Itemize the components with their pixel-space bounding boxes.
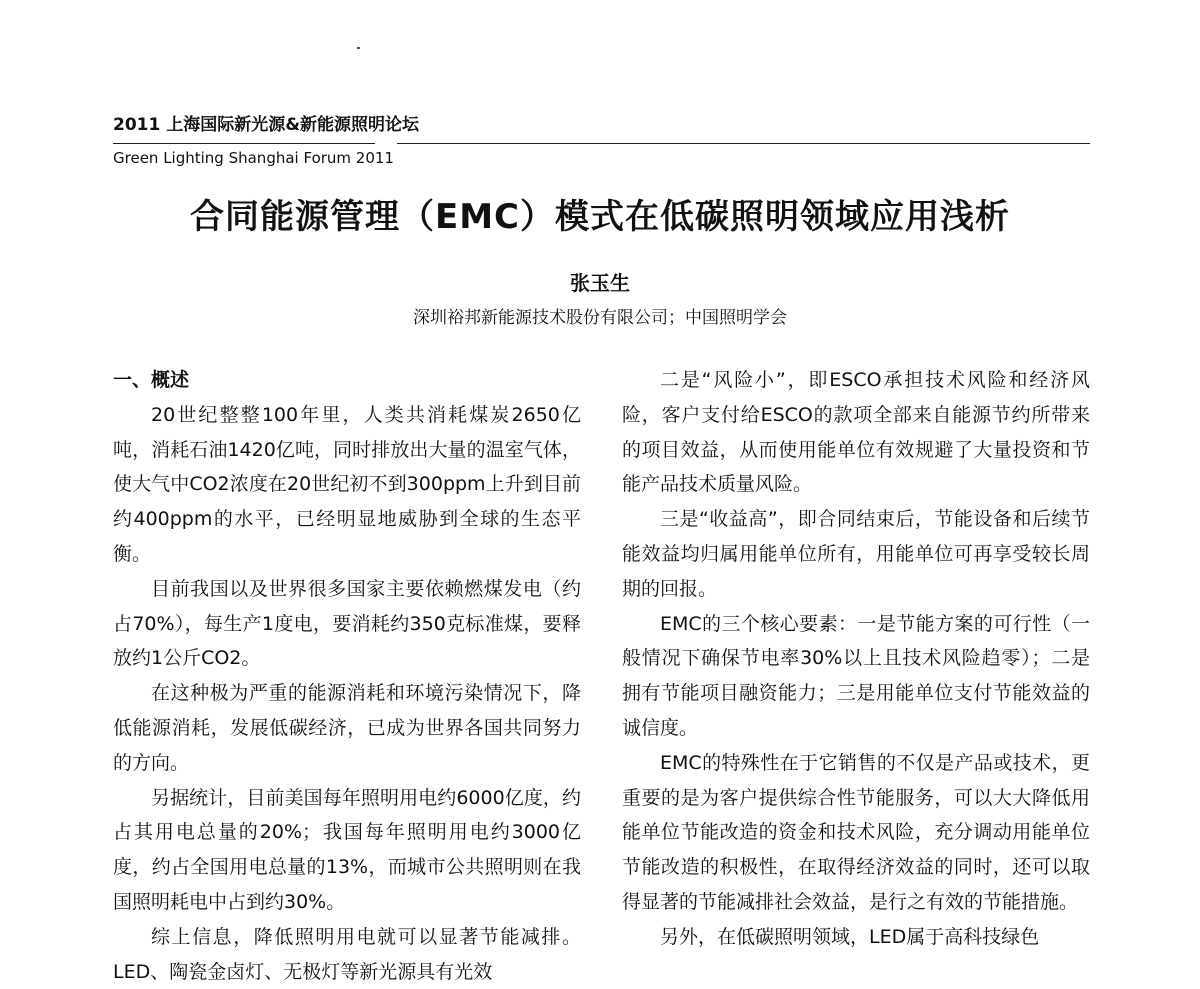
header-rule <box>113 143 1090 144</box>
section-heading: 一、概述 <box>113 369 190 391</box>
paragraph: 二是“风险小”，即ESCO承担技术风险和经济风险，客户支付给ESCO的款项全部来自能源节约所带来的项目效益，从而使用能单位有效规避了大量投资和节能产品技术质量风险。 <box>622 369 1090 496</box>
paragraph: 目前我国以及世界很多国家主要依赖燃煤发电（约占70%），每生产1度电，要消耗约350克标准煤，要释放约1公斤CO2。 <box>113 577 581 670</box>
header-rule-gap <box>375 141 397 146</box>
paragraph: 在这种极为严重的能源消耗和环境污染情况下，降低能源消耗，发展低碳经济，已成为世界各国共同努力的方向。 <box>113 682 581 774</box>
scan-speck <box>357 47 360 49</box>
paragraph: EMC的三个核心要素：一是节能方案的可行性（一般情况下确保节电率30%以上且技术风险趋零）；二是拥有节能项目融资能力；三是用能单位支付节能效益的诚信度。 <box>622 612 1090 739</box>
author-affiliation: 深圳裕邦新能源技术股份有限公司；中国照明学会 <box>413 308 787 328</box>
running-header <box>113 113 1090 167</box>
header-title-en: Green Lighting Shanghai Forum 2011 <box>113 149 394 167</box>
header-title-cn: 2011 上海国际新光源&新能源照明论坛 <box>113 115 420 135</box>
paragraph: 另据统计，目前美国每年照明用电约6000亿度，约占其用电总量的20%；我国每年照明用电约3000亿度，约占全国用电总量的13%，而城市公共照明则在我国照明耗电中占到约30%。 <box>113 786 581 913</box>
paragraph: EMC的特殊性在于它销售的不仅是产品或技术，更重要的是为客户提供综合性节能服务，可以大大降低用能单位节能改造的资金和技术风险，充分调动用能单位节能改造的积极性，在取得经济效益的同时，还可以取得显著的节能减排社会效益，是行之有效的节能措施。 <box>622 751 1090 913</box>
paragraph: 综上信息，降低照明用电就可以显著节能减排。LED、陶瓷金卤灯、无极灯等新光源具有光效 <box>113 925 581 983</box>
author-name: 张玉生 <box>570 271 630 295</box>
paragraph: 另外，在低碳照明领域，LED属于高科技绿色 <box>660 925 1040 948</box>
left-column <box>113 363 581 989</box>
paper-title: 合同能源管理（EMC）模式在低碳照明领域应用浅析 <box>189 197 1010 237</box>
paragraph: 三是“收益高”，即合同结束后，节能设备和后续节能效益均归属用能单位所有，用能单位可再享受较长周期的回报。 <box>622 508 1090 600</box>
right-column <box>622 363 1090 955</box>
paragraph: 20世纪整整100年里，人类共消耗煤炭2650亿吨，消耗石油1420亿吨，同时排放出大量的温室气体，使大气中CO2浓度在20世纪初不到300ppm上升到目前约400ppm的水平，已经明显地威胁到全球的生态平衡。 <box>113 403 581 565</box>
